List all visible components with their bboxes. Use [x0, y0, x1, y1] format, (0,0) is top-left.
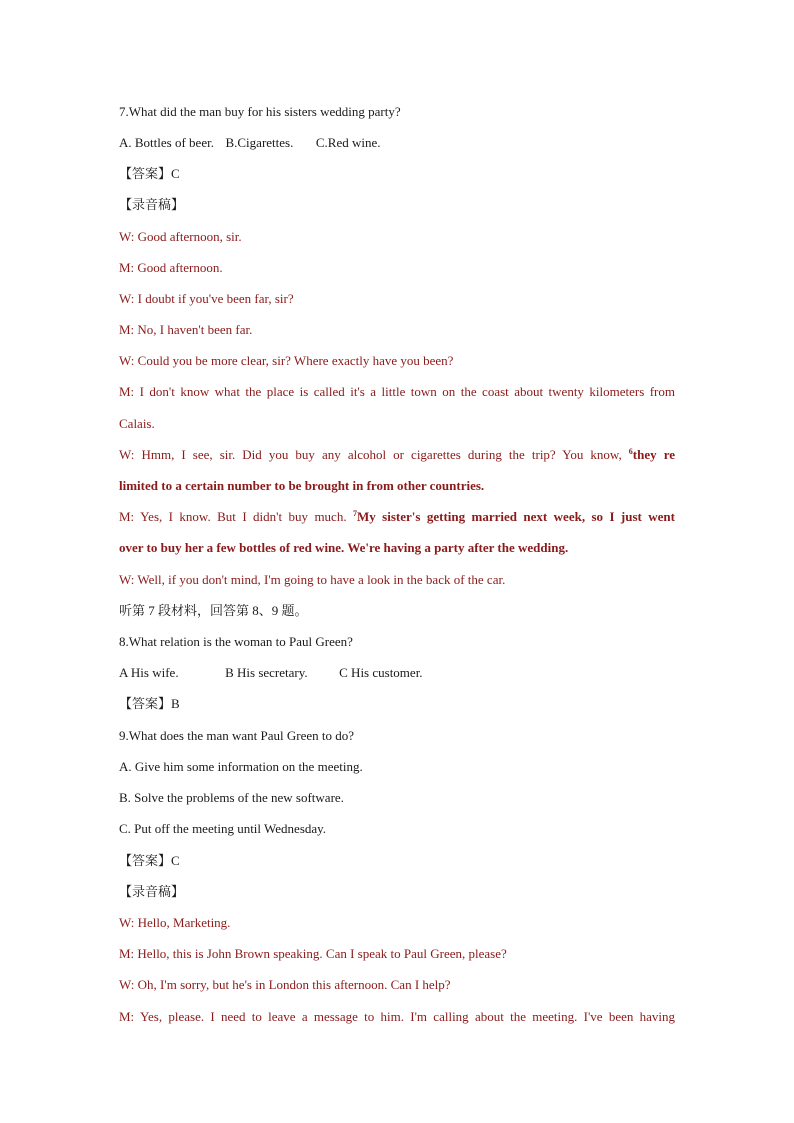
footnote-marker: 7 — [352, 509, 357, 518]
footnote-marker: 6 — [628, 447, 633, 456]
answer-label: 【答案】B — [119, 696, 180, 711]
dialogue-line: W: Hello, Marketing. — [119, 915, 231, 930]
dialogue-line: M: Yes, please. I need to leave a message to him. I'm calling about the meeting. I've been having — [119, 1009, 675, 1024]
key-sentence: over to buy her a few bottles of red wine. We're having a party after the wedding. — [119, 540, 569, 555]
answer-label: 【答案】C — [119, 853, 180, 868]
question-7-options — [119, 135, 675, 151]
option-b: B His secretary. — [225, 665, 308, 680]
dialogue-text: W: Hmm, I see, sir. Did you buy any alcohol or cigarettes during the trip? You know, — [119, 447, 629, 462]
section-intro: 听第 7 段材料，回答第 8、9 题。 — [119, 603, 308, 618]
dialogue-line: W: I doubt if you've been far, sir? — [119, 291, 294, 306]
question-8: 8.What relation is the woman to Paul Green? — [119, 634, 353, 649]
option-a: A. Give him some information on the meeting. — [119, 759, 363, 774]
option-c: C His customer. — [339, 665, 423, 680]
question-9: 9.What does the man want Paul Green to do? — [119, 728, 355, 743]
dialogue-line: M: No, I haven't been far. — [119, 322, 253, 337]
answer-label: 【答案】C — [119, 166, 180, 181]
transcript-label: 【录音稿】 — [119, 197, 185, 212]
dialogue-line: Calais. — [119, 416, 155, 431]
option-c: C. Put off the meeting until Wednesday. — [119, 821, 327, 836]
option-a: A His wife. — [119, 665, 179, 680]
question-7: 7.What did the man buy for his sisters wedding party? — [119, 104, 401, 119]
transcript-label: 【录音稿】 — [119, 884, 185, 899]
dialogue-line — [119, 447, 675, 463]
dialogue-line — [119, 509, 675, 525]
dialogue-line: M: I don't know what the place is called it's a little town on the coast about twenty kilometers from — [119, 384, 675, 399]
key-sentence: My sister's getting married next week, so I just went — [356, 509, 675, 524]
question-8-options — [119, 665, 675, 681]
dialogue-line: M: Hello, this is John Brown speaking. Can I speak to Paul Green, please? — [119, 946, 507, 961]
option-a: A. Bottles of beer. — [119, 135, 214, 150]
key-sentence: they re — [632, 447, 675, 462]
dialogue-line: W: Oh, I'm sorry, but he's in London this afternoon. Can I help? — [119, 977, 451, 992]
option-b: B.Cigarettes. — [225, 135, 294, 150]
option-b: B. Solve the problems of the new software. — [119, 790, 344, 805]
key-sentence: limited to a certain number to be brought in from other countries. — [119, 478, 485, 493]
option-c: C.Red wine. — [315, 135, 381, 150]
dialogue-line: M: Good afternoon. — [119, 260, 223, 275]
dialogue-line: W: Good afternoon, sir. — [119, 229, 242, 244]
dialogue-line: W: Could you be more clear, sir? Where exactly have you been? — [119, 353, 454, 368]
dialogue-text: M: Yes, I know. But I didn't buy much. — [119, 509, 353, 524]
dialogue-line: W: Well, if you don't mind, I'm going to have a look in the back of the car. — [119, 572, 506, 587]
